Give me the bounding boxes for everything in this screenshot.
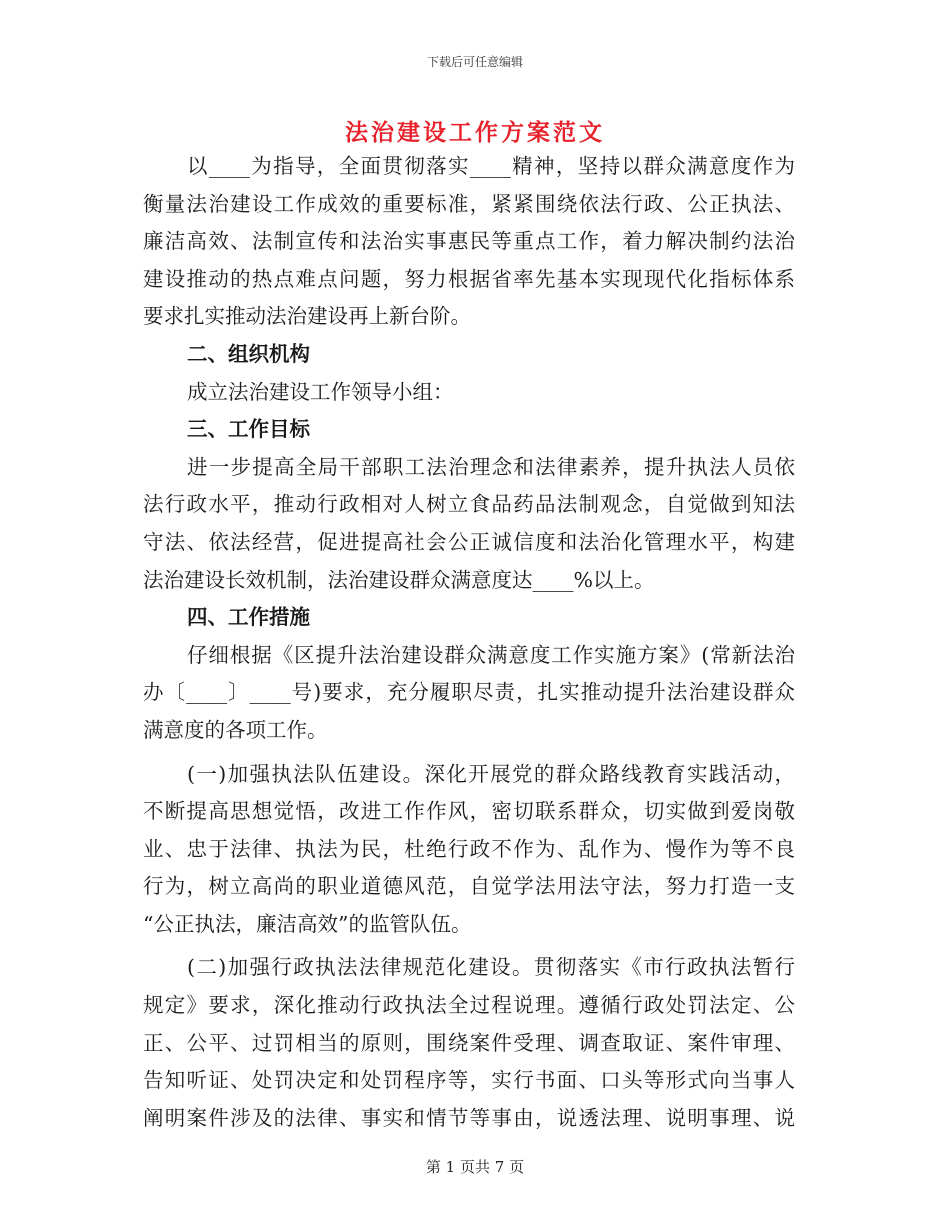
paragraph-line: 成立法治建设工作领导小组： — [187, 379, 454, 404]
paragraph-line: 衡量法治建设工作成效的重要标准，紧紧围绕依法行政、公正执法、 — [143, 191, 795, 216]
paragraph-line: “公正执法，廉洁高效”的监管队伍。 — [143, 911, 472, 936]
paragraph-line: 仔细根据《区提升法治建设群众满意度工作实施方案》(常新法治 — [187, 642, 795, 667]
paragraph-line: 告知听证、处罚决定和处罚程序等，实行书面、口头等形式向当事人 — [143, 1068, 795, 1093]
paragraph-line: (一)加强执法队伍建设。深化开展党的群众路线教育实践活动， — [187, 761, 795, 786]
section-heading: 四、工作措施 — [187, 605, 310, 630]
document-body — [143, 148, 795, 1137]
paragraph-line: 满意度的各项工作。 — [143, 717, 328, 742]
page-header: 下载后可任意编辑 — [426, 55, 523, 69]
paragraph-line: 法治建设长效机制，法治建设群众满意度达____%以上。 — [143, 567, 655, 592]
paragraph-line: 廉洁高效、法制宣传和法治实事惠民等重点工作，着力解决制约法治 — [143, 229, 795, 254]
paragraph-line: 行为，树立高尚的职业道德风范，自觉学法用法守法，努力打造一支 — [143, 874, 795, 899]
paragraph-line: 阐明案件涉及的法律、事实和情节等事由，说透法理、说明事理、说 — [143, 1105, 795, 1130]
paragraph-line: 守法、依法经营，促进提高社会公正诚信度和法治化管理水平，构建 — [143, 529, 795, 554]
paragraph-line: 法行政水平，推动行政相对人树立食品药品法制观念，自觉做到知法 — [143, 492, 795, 517]
paragraph-line: 不断提高思想觉悟，改进工作作风，密切联系群众，切实做到爱岗敬 — [143, 799, 795, 824]
paragraph-line: 办〔____〕____号)要求，充分履职尽责，扎实推动提升法治建设群众 — [143, 680, 795, 705]
paragraph-line: 正、公平、过罚相当的原则，围绕案件受理、调查取证、案件审理、 — [143, 1030, 795, 1055]
paragraph-line: (二)加强行政执法法律规范化建设。贯彻落实《市行政执法暂行 — [187, 955, 795, 980]
page-footer: 第 1 页共 7 页 — [425, 1158, 525, 1176]
document-title: 法治建设工作方案范文 — [345, 119, 605, 146]
section-heading: 三、工作目标 — [187, 417, 310, 442]
paragraph-line: 业、忠于法律、执法为民，杜绝行政不作为、乱作为、慢作为等不良 — [143, 836, 795, 861]
paragraph-line: 建设推动的热点难点问题，努力根据省率先基本实现现代化指标体系 — [143, 266, 795, 291]
paragraph-line: 要求扎实推动法治建设再上新台阶。 — [143, 304, 471, 329]
paragraph-line: 进一步提高全局干部职工法治理念和法律素养，提升执法人员依 — [187, 454, 795, 479]
section-heading: 二、组织机构 — [187, 341, 310, 366]
paragraph-line: 规定》要求，深化推动行政执法全过程说理。遵循行政处罚法定、公 — [143, 993, 795, 1018]
paragraph-line: 以____为指导，全面贯彻落实____精神，坚持以群众满意度作为 — [187, 154, 795, 178]
